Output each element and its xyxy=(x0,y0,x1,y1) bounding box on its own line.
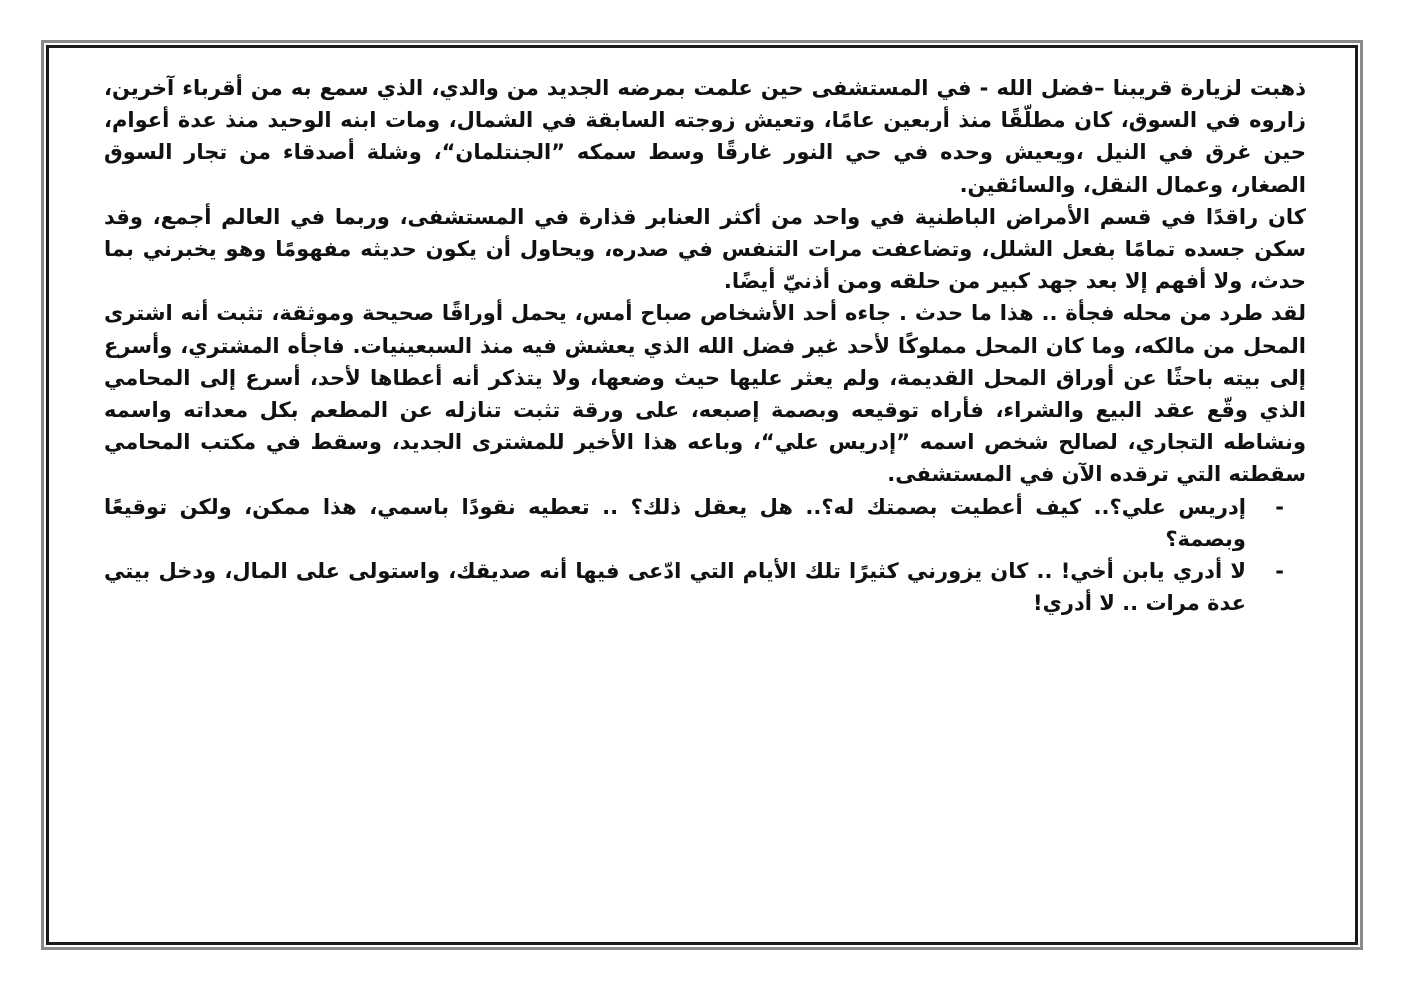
paragraph-hospital: كان راقدًا في قسم الأمراض الباطنية في واحد من أكثر العنابر قذارة في المستشفى، وربما في العالم أجمع، وقد سكن جسده تمامًا بفعل الشلل، وتضاعفت مرات التنفس في صدره، ويحاول أن يكون حديثه مفهومًا وهو يخبرني بما حدث، ولا أفهم إلا بعد جهد كبير من حلقه ومن أذنيّ أيضًا. xyxy=(104,204,1306,294)
dialogue-dash: - xyxy=(1275,494,1284,519)
dialogue-dash: - xyxy=(1275,559,1284,584)
dialogue-line-answer xyxy=(104,555,1306,619)
dialogue-text: لا أدري يابن أخي! .. كان يزورني كثيرًا تلك الأيام التي ادّعى فيها أنه صديقك، واستولى على المال، ودخل بيتي عدة مرات .. لا أدري! xyxy=(104,559,1246,616)
paragraph-shop: لقد طرد من محله فجأة .. هذا ما حدث . جاءه أحد الأشخاص صباح أمس، يحمل أوراقًا صحيحة وموثقة، تثبت أنه اشترى المحل من مالكه، وما كان المحل مملوكًا لأحد غير فضل الله الذي يعشش فيه منذ السبعينيات. فاجأه المشتري، وأسرع إلى بيته باحثًا عن أوراق المحل القديمة، ولم يعثر عليها حيث وضعها، ولا يتذكر أنه أعطاها لأحد، أسرع إلى المحامي الذي وقّع عقد البيع والشراء، فأراه توقيعه وبصمة إصبعه، على ورقة تثبت تنازله عن المطعم بكل معداته واسمه ونشاطه التجاري، لصالح شخص اسمه ”إدريس علي“، وباعه هذا الأخير للمشترى الجديد، وسقط في مكتب المحامي سقطته التي ترقده الآن في المستشفى. xyxy=(104,301,1306,487)
dialogue-text: إدريس علي؟.. كيف أعطيت بصمتك له؟.. هل يعقل ذلك؟ .. تعطيه نقودًا باسمي، هذا ممكن، ولكن توقيعًا وبصمة؟ xyxy=(104,494,1246,551)
paragraph-visit: ذهبت لزيارة قريبنا –فضل الله - في المستشفى حين علمت بمرضه الجديد من والدي، الذي سمع به من أقرباء آخرين، زاروه في السوق، كان مطلّقًا منذ أربعين عامًا، وتعيش زوجته السابقة في الشمال، ومات ابنه الوحيد منذ عدة أعوام، حين غرق في النيل ،ويعيش وحده في حي النور غارقًا وسط سمكه ”الجنتلمان“، وشلة أصدقاء من تجار السوق الصغار، وعمال النقل، والسائقين. xyxy=(104,76,1306,197)
story-text xyxy=(104,72,1306,619)
dialogue-line-question xyxy=(104,491,1306,555)
dialogue-list xyxy=(104,491,1306,620)
